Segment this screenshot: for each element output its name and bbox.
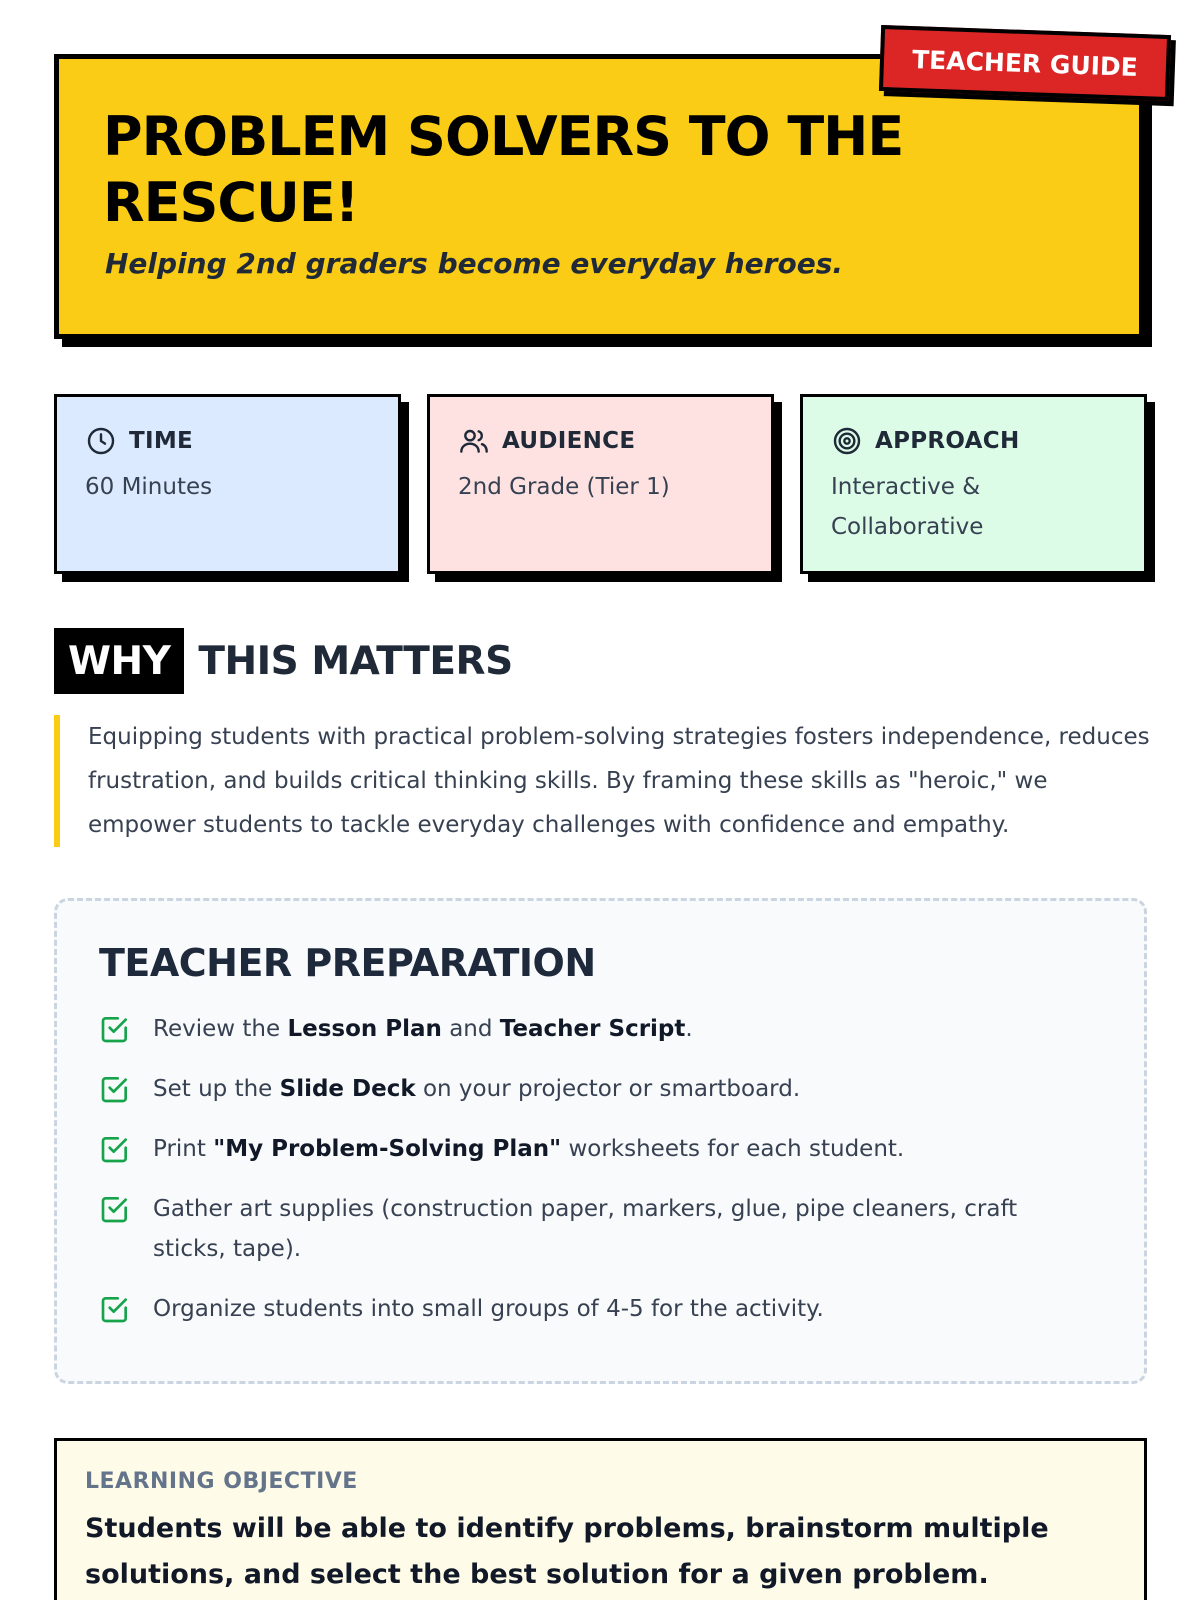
info-card-approach — [800, 394, 1147, 574]
objective-text: Students will be able to identify problems, brainstorm multiple solutions, and select the best solution for a given problem. — [85, 1513, 1049, 1590]
clock-icon — [85, 425, 117, 457]
checkbox-checked-icon — [99, 1013, 131, 1045]
teacher-preparation-panel — [54, 898, 1147, 1384]
checkbox-checked-icon — [99, 1073, 131, 1105]
teacher-guide-badge: TEACHER GUIDE — [879, 25, 1171, 101]
why-heading-rest: THIS MATTERS — [198, 638, 513, 684]
target-icon — [831, 425, 863, 457]
hero-banner — [54, 54, 1144, 339]
why-highlight: WHY — [54, 628, 184, 694]
info-card-time — [54, 394, 401, 574]
prep-item-text: Set up the Slide Deck on your projector or smartboard. — [153, 1076, 801, 1102]
info-card-value: 2nd Grade (Tier 1) — [458, 474, 670, 500]
checkbox-checked-icon — [99, 1193, 131, 1225]
users-icon — [458, 425, 490, 457]
prep-list-item — [99, 1009, 1102, 1049]
prep-list-item — [99, 1189, 1102, 1269]
checkbox-checked-icon — [99, 1293, 131, 1325]
page-title: PROBLEM SOLVERS TO THE RESCUE! — [103, 105, 904, 234]
prep-item-text: Review the Lesson Plan and Teacher Script. — [153, 1016, 693, 1042]
info-card-audience — [427, 394, 774, 574]
prep-item-text: Gather art supplies (construction paper, markers, glue, pipe cleaners, craft sticks, tape). — [153, 1196, 1018, 1262]
page-subtitle: Helping 2nd graders become everyday heroes. — [105, 247, 844, 280]
prep-item-text: Organize students into small groups of 4-5 for the activity. — [153, 1296, 824, 1322]
info-card-value: 60 Minutes — [85, 474, 213, 500]
info-card-label: AUDIENCE — [502, 428, 636, 454]
prep-item-text: Print "My Problem-Solving Plan" worksheets for each student. — [153, 1136, 905, 1162]
prep-list-item — [99, 1129, 1102, 1169]
checkbox-checked-icon — [99, 1133, 131, 1165]
prep-list-item — [99, 1289, 1102, 1329]
info-card-label: APPROACH — [875, 428, 1020, 454]
info-card-value: Interactive & Collaborative — [831, 474, 984, 540]
learning-objective-panel — [54, 1438, 1147, 1600]
objective-label: LEARNING OBJECTIVE — [85, 1469, 358, 1494]
why-heading — [54, 628, 513, 694]
prep-list-item — [99, 1069, 1102, 1109]
info-card-label: TIME — [129, 428, 194, 454]
prep-title: TEACHER PREPARATION — [99, 941, 596, 985]
why-paragraph: Equipping students with practical problem-solving strategies fosters independence, reduces frustration, and builds critical thinking skills. By framing these skills as "heroic," we empower students to tackle everyday challenges with confidence and empathy. — [54, 715, 1154, 847]
